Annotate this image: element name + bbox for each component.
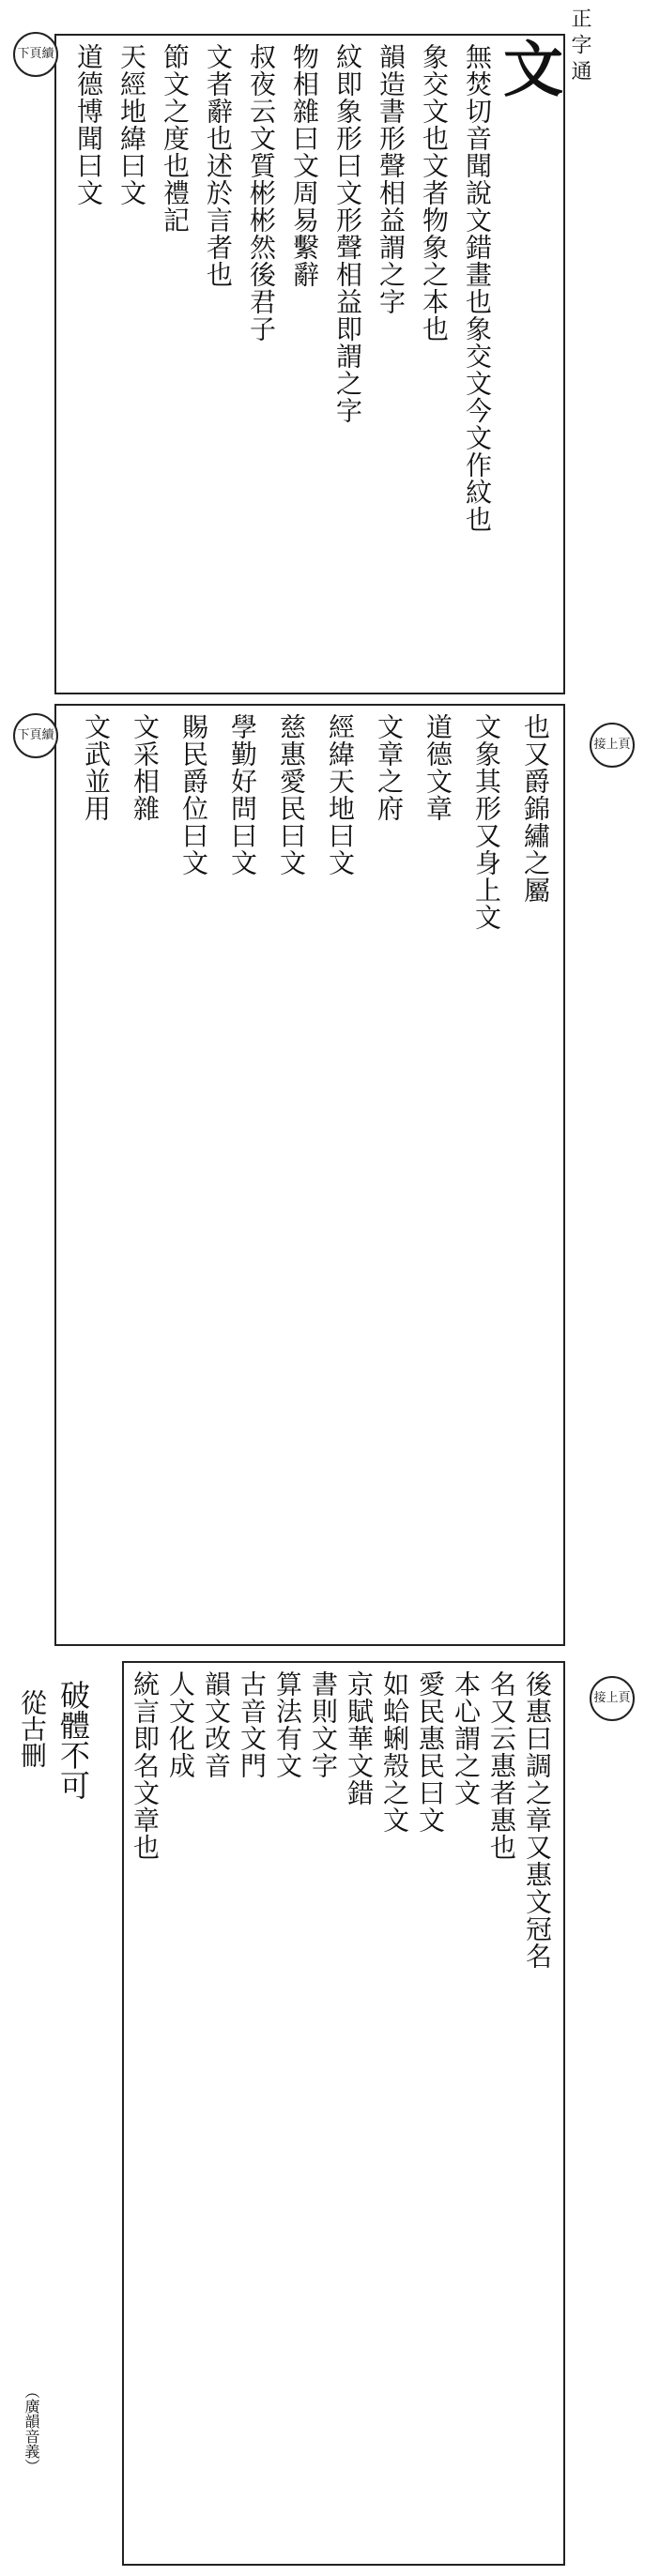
text-column: 韻造書形聲相益謂之字 — [376, 43, 407, 315]
entry-panel-4 — [122, 1661, 565, 2566]
text-column: 道德博聞曰文 — [73, 43, 104, 206]
text-column: 文者辭也述於言者也 — [203, 43, 234, 288]
page-header: 正字通 — [568, 8, 591, 86]
side-note-bottom: （廣韻音義） — [23, 2384, 40, 2474]
text-column: 慈惠愛民曰文 — [276, 713, 307, 876]
side-note-sub: 從古刪 — [17, 1689, 48, 1768]
text-column: 賜民爵位曰文 — [178, 713, 209, 876]
continue-stamp-top: 下頁續 — [13, 32, 58, 77]
text-column: 後惠曰調之章又惠文冠名 — [522, 1670, 553, 1970]
text-column: 紋即象形曰文形聲相益即謂之字 — [332, 43, 363, 424]
text-column: 古音文門 — [237, 1670, 268, 1779]
text-column: 象交文也文者物象之本也 — [419, 43, 450, 343]
head-character: 文 — [493, 38, 563, 98]
text-column: 名又云惠者惠也 — [486, 1670, 517, 1861]
text-column: 也又爵錦繡之屬 — [520, 713, 551, 904]
text-column: 算法有文 — [272, 1670, 303, 1779]
text-column: 韻文改音 — [201, 1670, 232, 1779]
continue-stamp-middle: 下頁續 — [13, 713, 58, 758]
text-column: 人文化成 — [165, 1670, 196, 1779]
continue-stamp-right-bottom: 接上頁 — [590, 1676, 635, 1721]
text-column: 本心謂之文 — [451, 1670, 482, 1806]
text-column: 物相雜曰文周易繫辭 — [289, 43, 320, 288]
text-column: 道德文章 — [422, 713, 453, 822]
entry-panel-1 — [54, 34, 565, 694]
text-column: 京賦華文錯 — [344, 1670, 375, 1806]
continue-stamp-right-top: 接上頁 — [590, 723, 635, 768]
text-column: 學勤好問曰文 — [227, 713, 258, 876]
text-column: 經緯天地曰文 — [325, 713, 356, 876]
text-column: 叔夜云文質彬彬然後君子 — [246, 43, 277, 343]
text-column: 文武並用 — [81, 713, 112, 822]
side-note-main: 破體不可 — [55, 1680, 91, 1800]
text-column: 文象其形又身上文 — [471, 713, 502, 931]
text-column: 無焚切音聞說文錯畫也象交文今文作紋也 — [462, 43, 493, 533]
text-column: 節文之度也禮記 — [160, 43, 191, 234]
text-column: 愛民惠民曰文 — [415, 1670, 446, 1834]
text-column: 統言即名文章也 — [130, 1670, 161, 1861]
text-column: 文章之府 — [374, 713, 405, 822]
entry-panel-3 — [394, 704, 561, 1642]
text-column: 文采相雜 — [130, 713, 161, 822]
text-column: 如蛤蜊殼之文 — [379, 1670, 410, 1834]
text-column: 書則文字 — [308, 1670, 339, 1779]
text-column: 天經地緯曰文 — [116, 43, 147, 206]
